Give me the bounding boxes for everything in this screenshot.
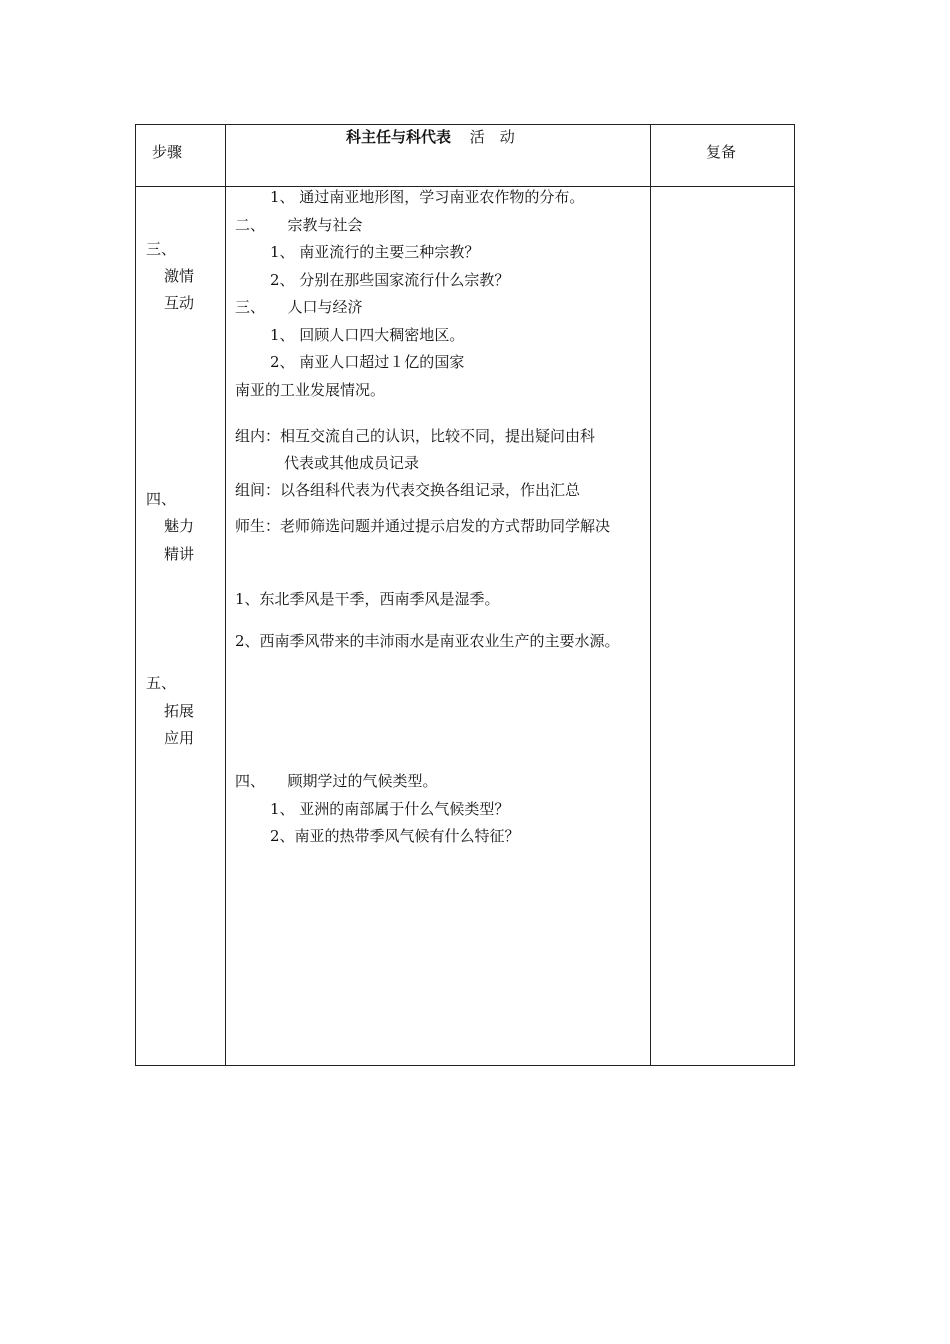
step-five-line2: 应用	[164, 729, 195, 747]
content-line: 1、 南亚流行的主要三种宗教？	[270, 243, 480, 261]
steps-header: 步骤	[152, 143, 183, 161]
column-divider-review	[650, 125, 651, 1065]
step-four-line1: 魅力	[164, 517, 195, 535]
activity-header-bold: 科主任与科代表	[346, 128, 452, 146]
content-line: 组内：相互交流自己的认识，比较不同，提出疑问由科	[235, 427, 596, 445]
content-line: 组间：以各组科代表为代表交换各组记录，作出汇总	[235, 481, 581, 499]
review-header: 复备	[706, 143, 737, 161]
content-line: 1、东北季风是干季，西南季风是湿季。	[235, 590, 500, 608]
content-paragraph: 师生：老师筛选问题并通过提示启发的方式帮助同学解决	[235, 517, 611, 535]
content-line: 1、 回顾人口四大稠密地区。	[270, 326, 465, 344]
step-five-line1: 拓展	[164, 702, 195, 720]
step-three-number: 三、	[146, 240, 177, 258]
content-section-heading: 二、 宗教与社会	[235, 216, 363, 234]
content-line: 1、 通过南亚地形图，学习南亚农作物的分布。	[270, 188, 585, 206]
content-line: 南亚的工业发展情况。	[235, 381, 386, 399]
content-section-heading: 四、 顾期学过的气候类型。	[235, 772, 438, 790]
activity-header-rest: 活 动	[469, 128, 515, 146]
activity-header	[346, 127, 515, 147]
content-line: 2、 分别在那些国家流行什么宗教？	[270, 271, 510, 289]
step-four-number: 四、	[146, 490, 177, 508]
content-line: 2、南亚的热带季风气候有什么特征？	[270, 827, 520, 845]
step-three-line1: 激情	[164, 267, 195, 285]
lesson-table	[135, 124, 795, 1066]
content-section-heading: 三、 人口与经济	[235, 298, 363, 316]
step-three-line2: 互动	[164, 294, 195, 312]
content-paragraph: 2、西南季风带来的丰沛雨水是南亚农业生产的主要水源。	[235, 632, 620, 650]
content-line: 2、 南亚人口超过１亿的国家	[270, 353, 465, 371]
content-line: 1、 亚洲的南部属于什么气候类型？	[270, 800, 510, 818]
step-five-number: 五、	[146, 674, 177, 692]
content-line: 代表或其他成员记录	[284, 454, 420, 472]
step-four-line2: 精讲	[164, 545, 195, 563]
column-divider-steps	[225, 125, 226, 1065]
